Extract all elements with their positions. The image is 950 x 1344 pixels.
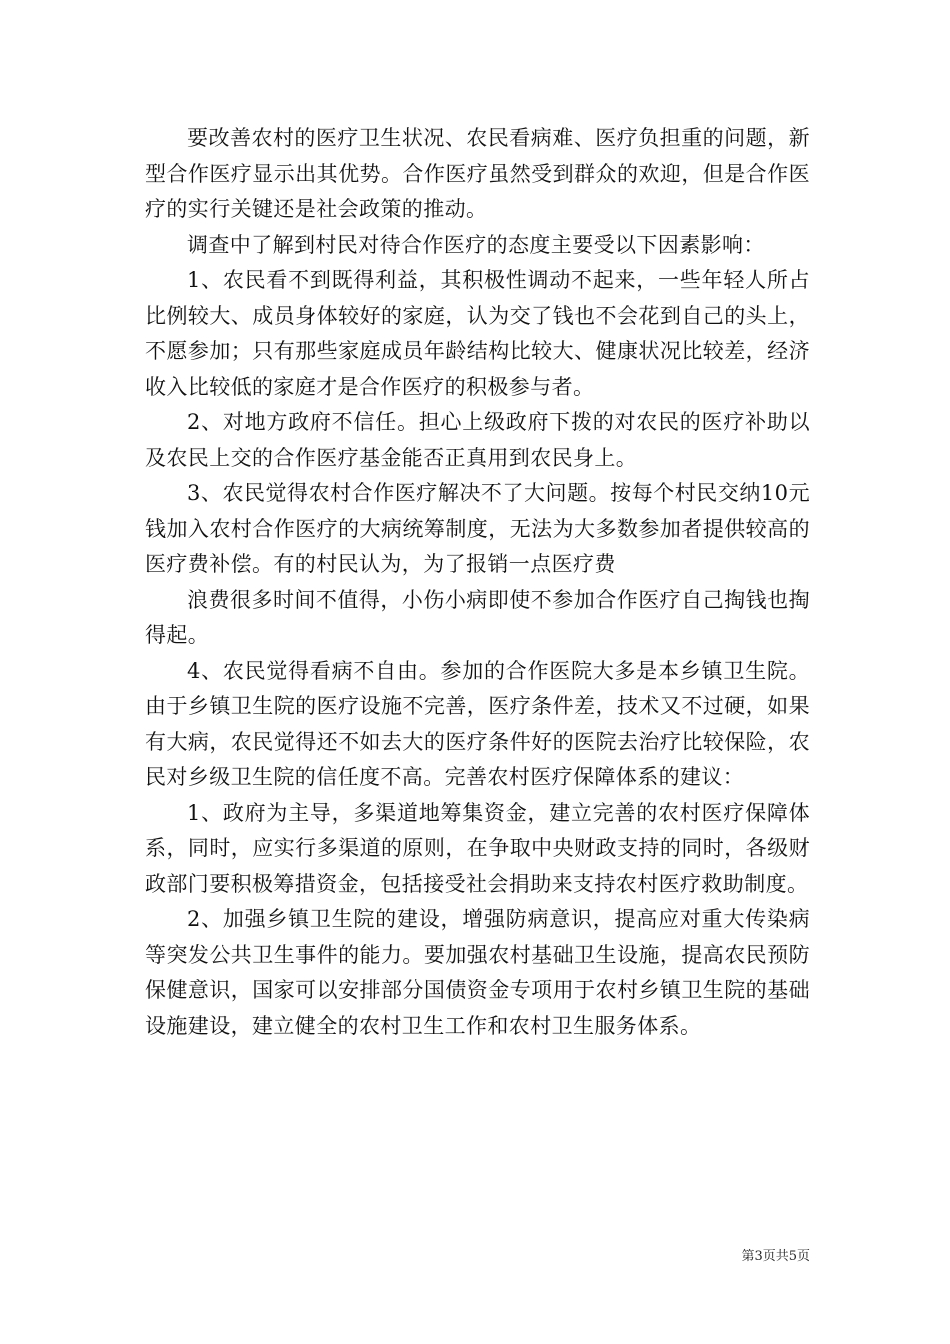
- paragraph-factor-2: 2、对地方政府不信任。担心上级政府下拨的对农民的医疗补助以及农民上交的合作医疗基金能否正真用到农民身上。: [145, 410, 810, 470]
- paragraph-suggestion-2: 2、加强乡镇卫生院的建设，增强防病意识，提高应对重大传染病等突发公共卫生事件的能力。要加强农村基础卫生设施，提高农民预防保健意识，国家可以安排部分国债资金专项用于农村乡镇卫生院的基础设施建设，建立健全的农村卫生工作和农村卫生服务体系。: [145, 907, 810, 1038]
- paragraph-suggestion-1: 1、政府为主导，多渠道地筹集资金，建立完善的农村医疗保障体系，同时，应实行多渠道的原则，在争取中央财政支持的同时，各级财政部门要积极筹措资金，包括接受社会捐助来支持农村医疗救助制度。: [145, 800, 810, 896]
- paragraph-survey-factors: 调查中了解到村民对待合作医疗的态度主要受以下因素影响：: [187, 232, 765, 257]
- paragraph-factor-3: 3、农民觉得农村合作医疗解决不了大问题。按每个村民交纳10元钱加入农村合作医疗的大病统筹制度，无法为大多数参加者提供较高的医疗费补偿。有的村民认为，为了报销一点医疗费: [145, 481, 810, 576]
- page-number: 第3页共5页: [741, 1249, 810, 1264]
- paragraph-factor-4: 4、农民觉得看病不自由。参加的合作医院大多是本乡镇卫生院。由于乡镇卫生院的医疗设施不完善，医疗条件差，技术又不过硬，如果有大病，农民觉得还不如去大的医疗条件好的医院去治疗比较保险，农民对乡级卫生院的信任度不高。完善农村医疗保障体系的建议：: [145, 658, 810, 789]
- paragraph-intro: 要改善农村的医疗卫生状况、农民看病难、医疗负担重的问题，新型合作医疗显示出其优势。合作医疗虽然受到群众的欢迎，但是合作医疗的实行关键还是社会政策的推动。: [145, 126, 810, 221]
- paragraph-factor-3-continued: 浪费很多时间不值得，小伤小病即使不参加合作医疗自己掏钱也掏得起。: [145, 587, 810, 647]
- document-body: [145, 121, 810, 1044]
- paragraph-factor-1: 1、农民看不到既得利益，其积极性调动不起来，一些年轻人所占比例较大、成员身体较好的家庭，认为交了钱也不会花到自己的头上，不愿参加；只有那些家庭成员年龄结构比较大、健康状况比较差，经济收入比较低的家庭才是合作医疗的积极参与者。: [145, 268, 810, 399]
